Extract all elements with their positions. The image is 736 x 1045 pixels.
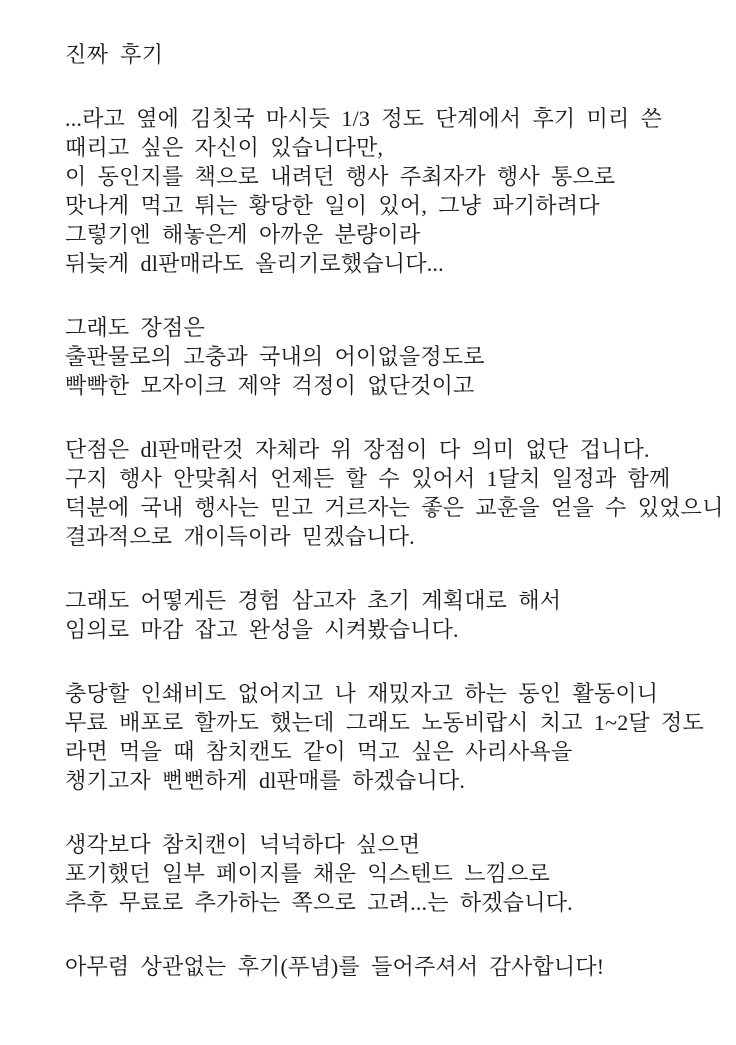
text-line: 생각보다 참치캔이 넉넉하다 싶으면 [65,832,421,857]
paragraph-extend-plan [65,830,716,917]
text-line: 구지 행사 안맞춰서 언제든 할 수 있어서 1달치 일정과 함께 [65,466,671,491]
paragraph-pricing [65,679,716,795]
text-line: ...라고 옆에 김칫국 마시듯 1/3 정도 단계에서 후기 미리 쓴 [65,106,663,131]
paragraph-pros [65,313,716,400]
text-line: 덕분에 국내 행사는 믿고 거르자는 좋은 교훈을 얻을 수 있었으니 [65,495,724,520]
text-line: 포기했던 일부 페이지를 채운 익스텐드 느낌으로 [65,861,551,886]
text-line: 출판물로의 고충과 국내의 어이없을정도로 [65,344,485,369]
text-line: 빡빡한 모자이크 제약 걱정이 없단것이고 [65,373,475,398]
text-line: 무료 배포로 할까도 했는데 그래도 노동비랍시 치고 1~2달 정도 [65,710,704,735]
text-line: 아무렴 상관없는 후기(푸념)를 들어주셔서 감사합니다! [65,954,605,979]
text-line: 맛나게 먹고 튀는 황당한 일이 있어, 그냥 파기하려다 [65,193,600,218]
paragraph-completion [65,586,716,644]
text-line: 그래도 장점은 [65,315,205,340]
text-line: 챙기고자 뻔뻔하게 dl판매를 하겠습니다. [65,768,466,793]
text-line: 이 동인지를 책으로 내려던 행사 주최자가 행사 통으로 [65,164,616,189]
text-line: 그래도 어떻게든 경험 삼고자 초기 계획대로 해서 [65,588,562,613]
paragraph-intro [65,104,716,278]
text-line: 때리고 싶은 자신이 있습니다만, [65,135,384,160]
text-line: 임의로 마감 잡고 완성을 시켜봤습니다. [65,617,459,642]
paragraph-cons [65,435,724,551]
text-line: 단점은 dl판매란것 자체라 위 장점이 다 의미 없단 겁니다. [65,437,650,462]
text-line: 그렇기엔 해놓은게 아까운 분량이라 [65,222,421,247]
text-line: 추후 무료로 추가하는 쪽으로 고려...는 하겠습니다. [65,890,573,915]
page-title: 진짜 후기 [65,42,164,67]
text-line: 뒤늦게 dl판매라도 올리기로했습니다... [65,251,444,276]
text-line: 결과적으로 개이득이라 믿겠습니다. [65,524,415,549]
paragraph-thanks [65,952,716,981]
text-line: 라면 먹을 때 참치캔도 같이 먹고 싶은 사리사욕을 [65,739,573,764]
text-line: 충당할 인쇄비도 없어지고 나 재밌자고 하는 동인 활동이니 [65,681,659,706]
